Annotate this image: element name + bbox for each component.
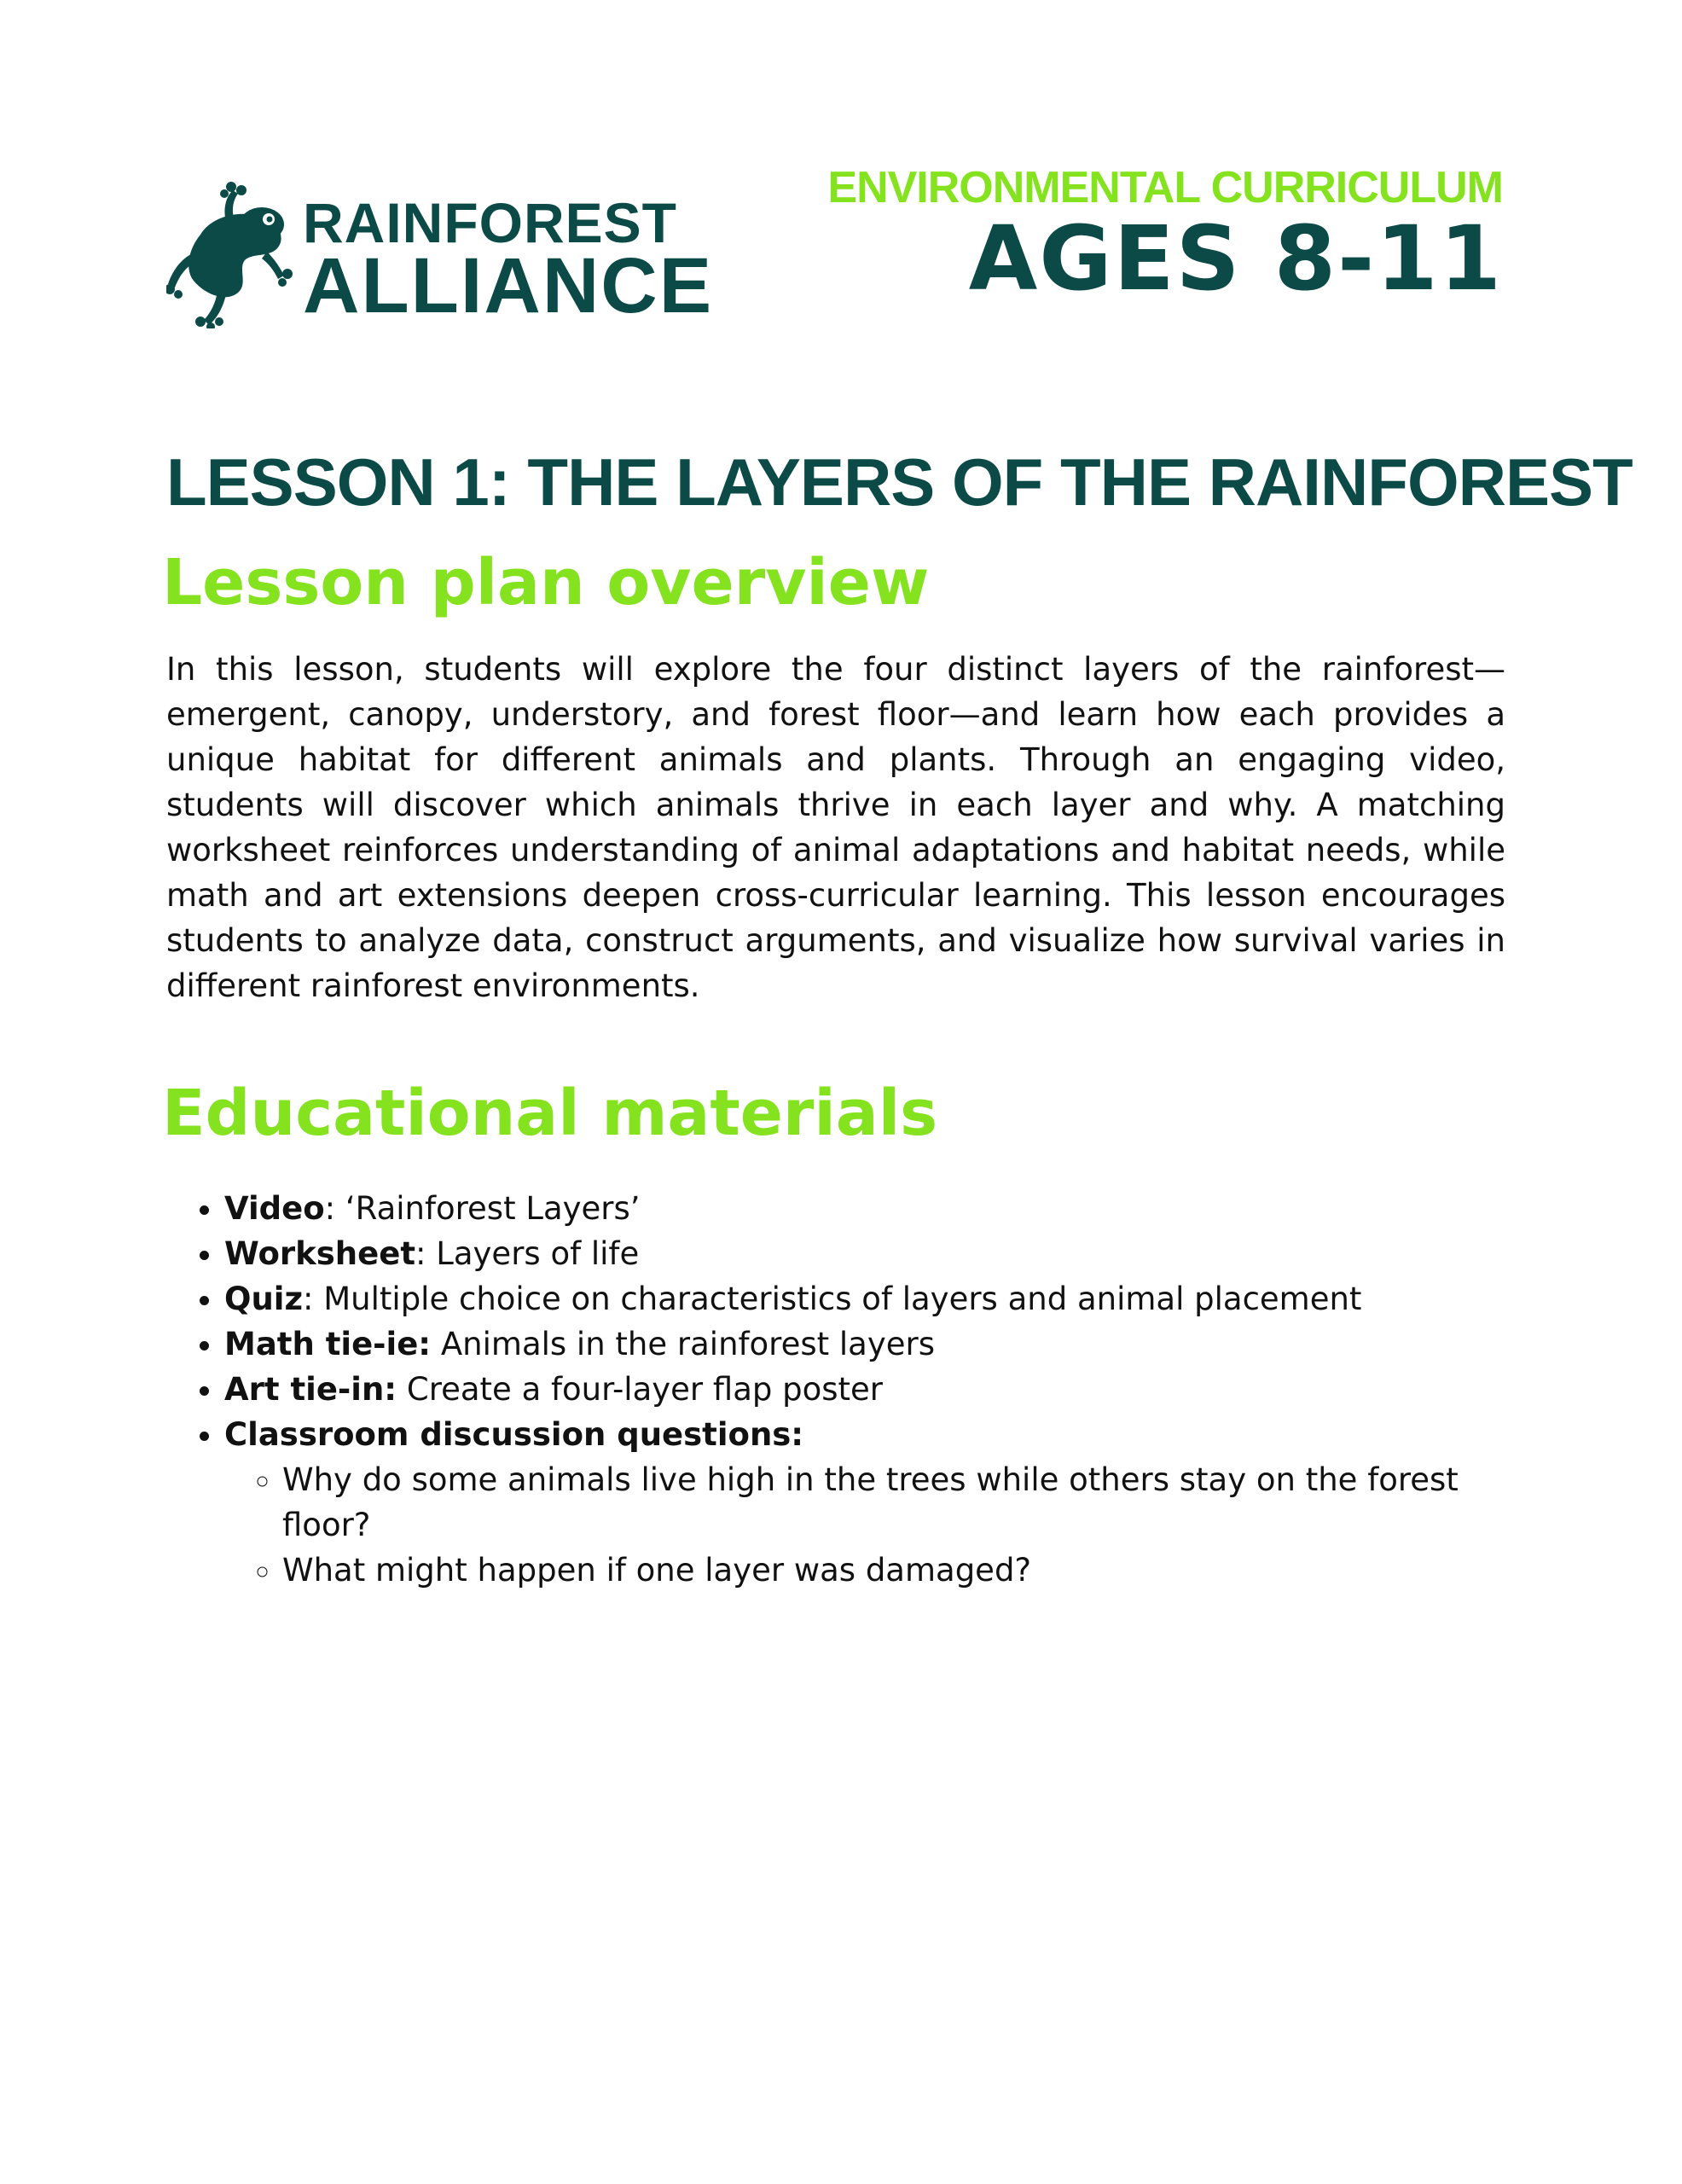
logo-text-rainforest: RAINFOREST — [303, 191, 677, 254]
curriculum-label: ENVIRONMENTAL CURRICULUM — [827, 163, 1503, 212]
rainforest-alliance-logo — [166, 175, 714, 329]
discussion-questions-list — [224, 1457, 1514, 1593]
materials-heading: Educational materials — [162, 1077, 938, 1150]
materials-item-art — [224, 1367, 1514, 1412]
materials-item-label: Worksheet — [224, 1235, 416, 1272]
overview-heading: Lesson plan overview — [162, 546, 930, 619]
materials-item-label: Classroom discussion questions: — [224, 1416, 804, 1453]
materials-item-text: ‘Rainforest Layers’ — [345, 1190, 641, 1227]
materials-item-worksheet: • Worksheet: Layers of life — [224, 1231, 1514, 1276]
overview-paragraph: In this lesson, students will explore the four distinct layers of the rainforest—emergent, canopy, understory, and forest floor—and learn how each provides a unique habitat for different animals and plants. Through an engaging video, students will discover which animals thrive in each layer and why. A matching worksheet reinforces understanding of animal adaptations and habitat needs, while math and art extensions deepen cross-curricular learning. This lesson encourages students to analyze data, construct arguments, and visualize how survival varies in different rainforest environments. — [166, 651, 1505, 1004]
materials-item-label: Art tie-in: — [224, 1371, 397, 1408]
materials-item-math — [224, 1321, 1514, 1367]
materials-item-quiz: • Quiz: Multiple choice on characteristics of layers and animal placement — [224, 1276, 1514, 1321]
materials-item-label: Quiz — [224, 1281, 304, 1317]
materials-item-text: Layers of life — [436, 1235, 640, 1272]
discussion-question: ◦ Why do some animals live high in the trees while others stay on the forest floor? — [282, 1457, 1514, 1548]
age-range-label: AGES 8-11 — [968, 206, 1503, 311]
lesson-title: LESSON 1: THE LAYERS OF THE RAINFOREST — [166, 444, 1633, 520]
discussion-question: ◦ What might happen if one layer was damaged? — [282, 1548, 1514, 1593]
materials-item-label: Math tie-ie: — [224, 1326, 432, 1362]
materials-item-text: Create a four-layer flap poster — [406, 1371, 884, 1408]
materials-item-video: • Video: ‘Rainforest Layers’ — [224, 1186, 1514, 1231]
curriculum-badge — [827, 163, 1503, 311]
materials-item-discussion — [224, 1412, 1514, 1593]
frog-icon — [166, 175, 294, 328]
materials-item-text: Multiple choice on characteristics of layers and animal placement — [323, 1281, 1362, 1317]
materials-item-label: Video — [224, 1190, 325, 1227]
materials-item-text: Animals in the rainforest layers — [440, 1326, 935, 1362]
materials-list-container — [166, 1186, 1514, 1593]
logo-text-alliance: ALLIANCE — [303, 242, 714, 329]
materials-list — [166, 1186, 1514, 1593]
